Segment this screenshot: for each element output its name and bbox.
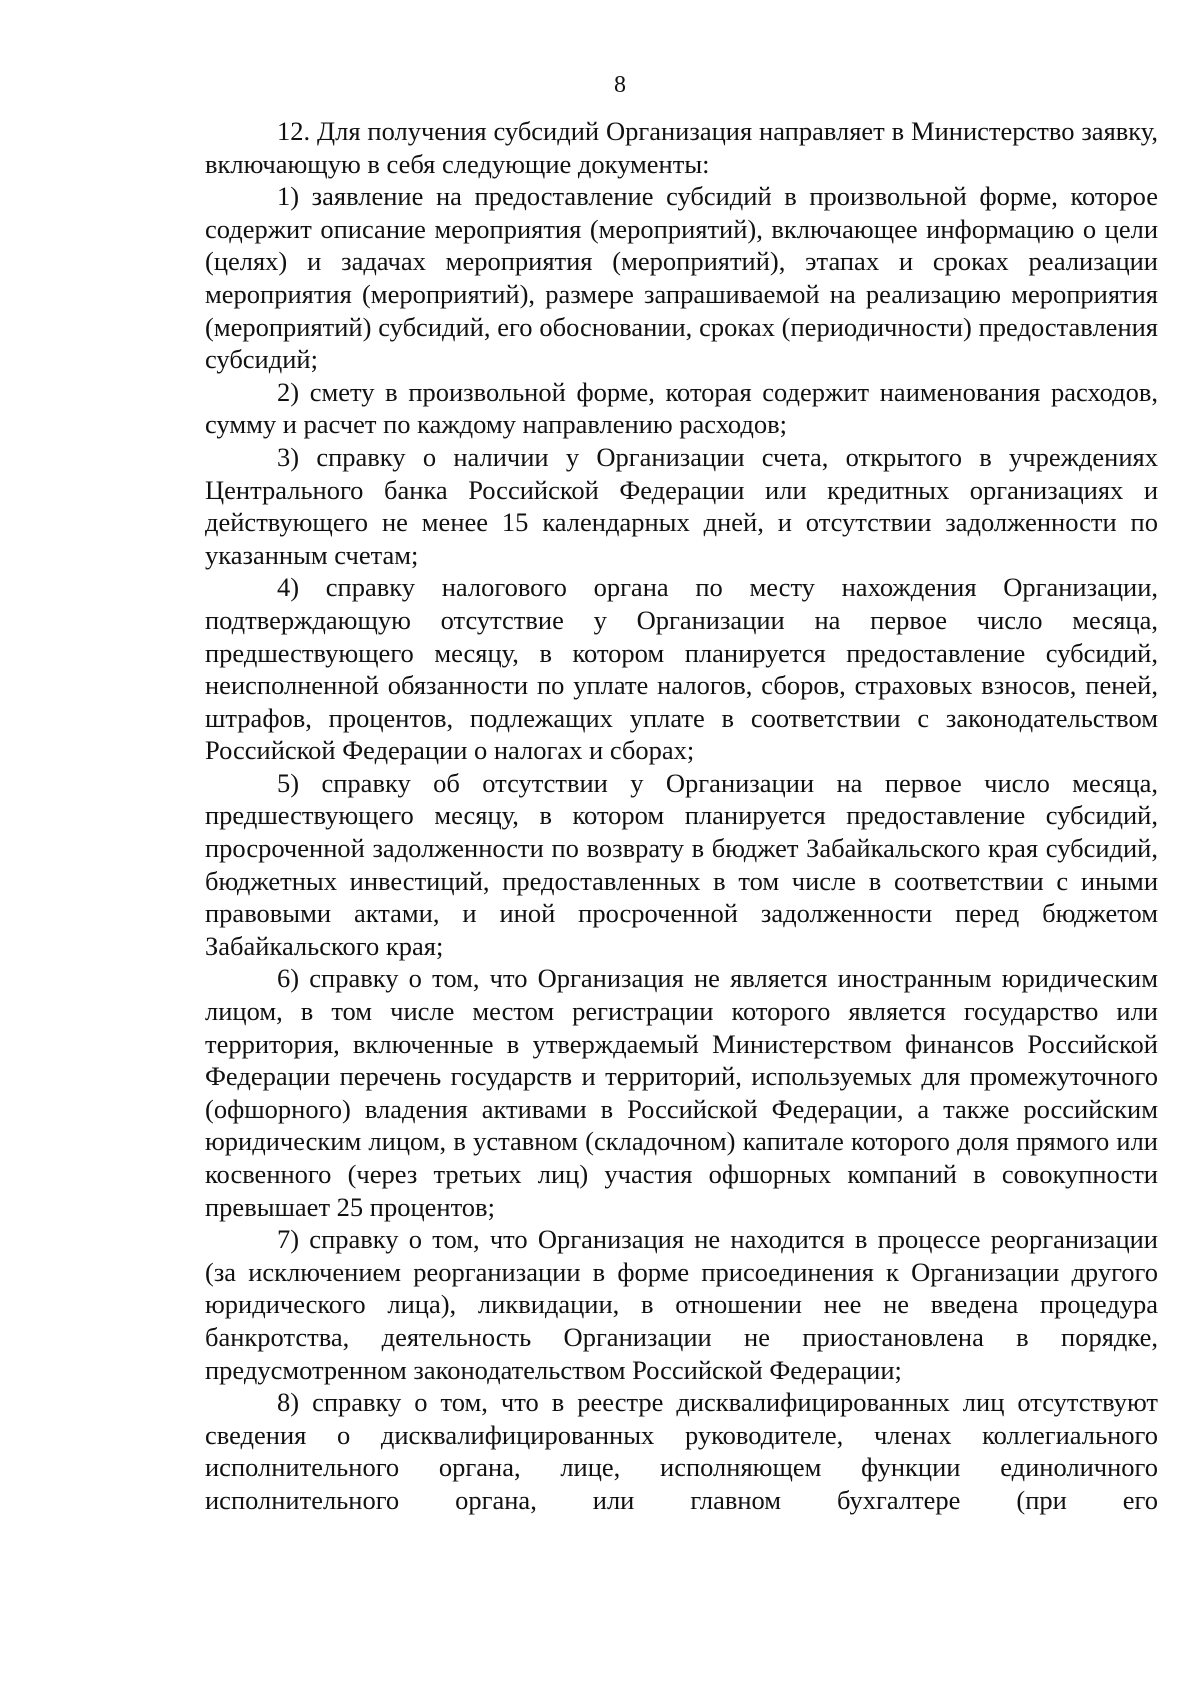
list-item-1-application: 1) заявление на предоставление субсидий в произвольной форме, которое содержит описание мероприятия (мероприятий), включающее информацию о цели (целях) и задачах мероприятия (мероприятий), этапах и сроках реализации мероприятия (мероприятий), размере запрашиваемой на реализацию мероприятия (мероприятий) субсидий, его обосновании, сроках (периодичности) предоставления субсидий; [205, 181, 1158, 375]
list-item-2-estimate: 2) смету в произвольной форме, которая содержит наименования расходов, сумму и расчет по каждому направлению расходов; [205, 376, 1158, 440]
list-item-5-budget-debt: 5) справку об отсутствии у Организации на первое число месяца, предшествующего месяцу, в котором планируется предоставление субсидий, просроченной задолженности по возврату в бюджет Забайкальского края субсидий, бюджетных инвестиций, предоставленных в том числе в соответствии с иными правовыми актами, и иной просроченной задолженности перед бюджетом Забайкальского края; [205, 767, 1158, 961]
paragraph-12-intro: 12. Для получения субсидий Организация направляет в Министерство заявку, включающую в себя следующие документы: [205, 116, 1158, 179]
list-item-3-bank-account: 3) справку о наличии у Организации счета, открытого в учреждениях Центрального банка Российской Федерации или кредитных организациях и действующего не менее 15 календарных дней, и отсутствии задолженности по указанным счетам; [205, 441, 1158, 570]
list-item-6-offshore: 6) справку о том, что Организация не является иностранным юридическим лицом, в том числе местом регистрации которого является государство или территория, включенные в утверждаемый Министерством финансов Российской Федерации перечень государств и территорий, используемых для промежуточного (офшорного) владения активами в Российской Федерации, а также российским юридическим лицом, в уставном (складочном) капитале которого доля прямого или косвенного (через третьих лиц) участия офшорных компаний в совокупности превышает 25 процентов; [205, 963, 1158, 1222]
list-item-8-disqualified: 8) справку о том, что в реестре дисквалифицированных лиц отсутствуют сведения о дисквалифицированных руководителе, членах коллегиального исполнительного органа, лице, исполняющем функции единоличного исполнительного органа, или главном бухгалтере (при его [205, 1387, 1158, 1515]
list-item-7-reorganization: 7) справку о том, что Организация не находится в процессе реорганизации (за исключением реорганизации в форме присоединения к Организации другого юридического лица), ликвидации, в отношении нее не введена процедура банкротства, деятельность Организации не приостановлена в порядке, предусмотренном законодательством Российской Федерации; [205, 1224, 1158, 1385]
document-body [205, 115, 1158, 1517]
list-item-4-tax-certificate: 4) справку налогового органа по месту нахождения Организации, подтверждающую отсутствие у Организации на первое число месяца, предшествующего месяцу, в котором планируется предоставление субсидий, неисполненной обязанности по уплате налогов, сборов, страховых взносов, пеней, штрафов, процентов, подлежащих уплате в соответствии с законодательством Российской Федерации о налогах и сборах; [205, 572, 1158, 766]
page-number: 8 [614, 72, 626, 98]
